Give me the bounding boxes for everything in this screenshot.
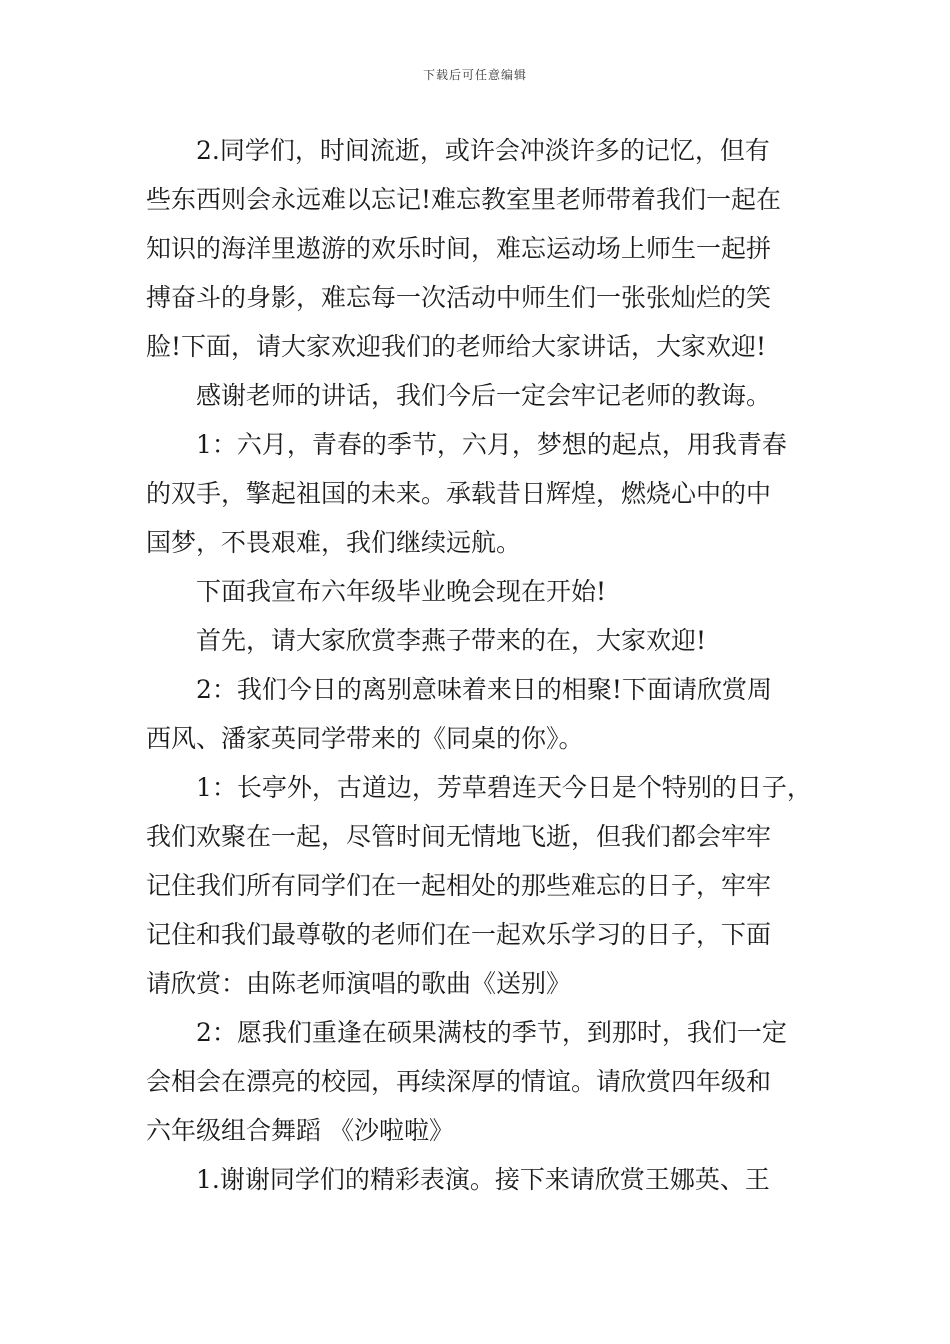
paragraph-line: 2：我们今日的离别意味着来日的相聚!下面请欣赏周 — [196, 675, 772, 704]
paragraph-line: 西风、潘家英同学带来的《同桌的你》。 — [146, 724, 584, 753]
paragraph-line: 会相会在漂亮的校园，再续深厚的情谊。请欣赏四年级和 — [146, 1067, 772, 1096]
paragraph-line: 请欣赏：由陈老师演唱的歌曲《送别》 — [146, 969, 572, 998]
paragraph-line: 1：六月，青春的季节，六月，梦想的起点，用我青春 — [196, 430, 787, 459]
paragraph-line: 记住和我们最尊敬的老师们在一起欢乐学习的日子，下面 — [146, 920, 772, 949]
paragraph-line: 知识的海洋里遨游的欢乐时间，难忘运动场上师生一起拼 — [146, 234, 772, 263]
paragraph-1 — [146, 126, 816, 371]
paragraph-7 — [146, 763, 816, 1008]
paragraph-2 — [146, 371, 816, 420]
paragraph-line: 些东西则会永远难以忘记!难忘教室里老师带着我们一起在 — [146, 185, 782, 214]
paragraph-line: 脸!下面，请大家欢迎我们的老师给大家讲话，大家欢迎! — [146, 332, 767, 361]
paragraph-8 — [146, 1008, 816, 1155]
document-body — [146, 126, 816, 1204]
paragraph-4 — [146, 567, 816, 616]
paragraph-line: 2.同学们，时间流逝，或许会冲淡许多的记忆，但有 — [196, 136, 770, 165]
paragraph-line: 1.谢谢同学们的精彩表演。接下来请欣赏王娜英、王 — [196, 1165, 770, 1194]
paragraph-line: 感谢老师的讲话，我们今后一定会牢记老师的教诲。 — [196, 381, 772, 410]
paragraph-9 — [146, 1155, 816, 1204]
paragraph-line: 下面我宣布六年级毕业晚会现在开始! — [196, 577, 607, 606]
paragraph-line: 我们欢聚在一起，尽管时间无情地飞逝，但我们都会牢牢 — [146, 822, 772, 851]
paragraph-line: 搏奋斗的身影，难忘每一次活动中师生们一张张灿烂的笑 — [146, 283, 772, 312]
paragraph-6 — [146, 665, 816, 763]
paragraph-line: 的双手，擎起祖国的未来。承载昔日辉煌，燃烧心中的中 — [146, 479, 772, 508]
paragraph-5 — [146, 616, 816, 665]
paragraph-line: 首先，请大家欣赏李燕子带来的在，大家欢迎! — [196, 626, 707, 655]
paragraph-line: 六年级组合舞蹈 《沙啦啦》 — [146, 1116, 454, 1145]
paragraph-line: 记住我们所有同学们在一起相处的那些难忘的日子，牢牢 — [146, 871, 772, 900]
paragraph-3 — [146, 420, 816, 567]
paragraph-line: 2：愿我们重逢在硕果满枝的季节，到那时，我们一定 — [196, 1018, 787, 1047]
page-header: 下载后可任意编辑 — [422, 68, 527, 82]
paragraph-line: 国梦，不畏艰难，我们继续远航。 — [146, 528, 522, 557]
paragraph-line: 1：长亭外，古道边，芳草碧连天今日是个特别的日子， — [196, 773, 812, 802]
